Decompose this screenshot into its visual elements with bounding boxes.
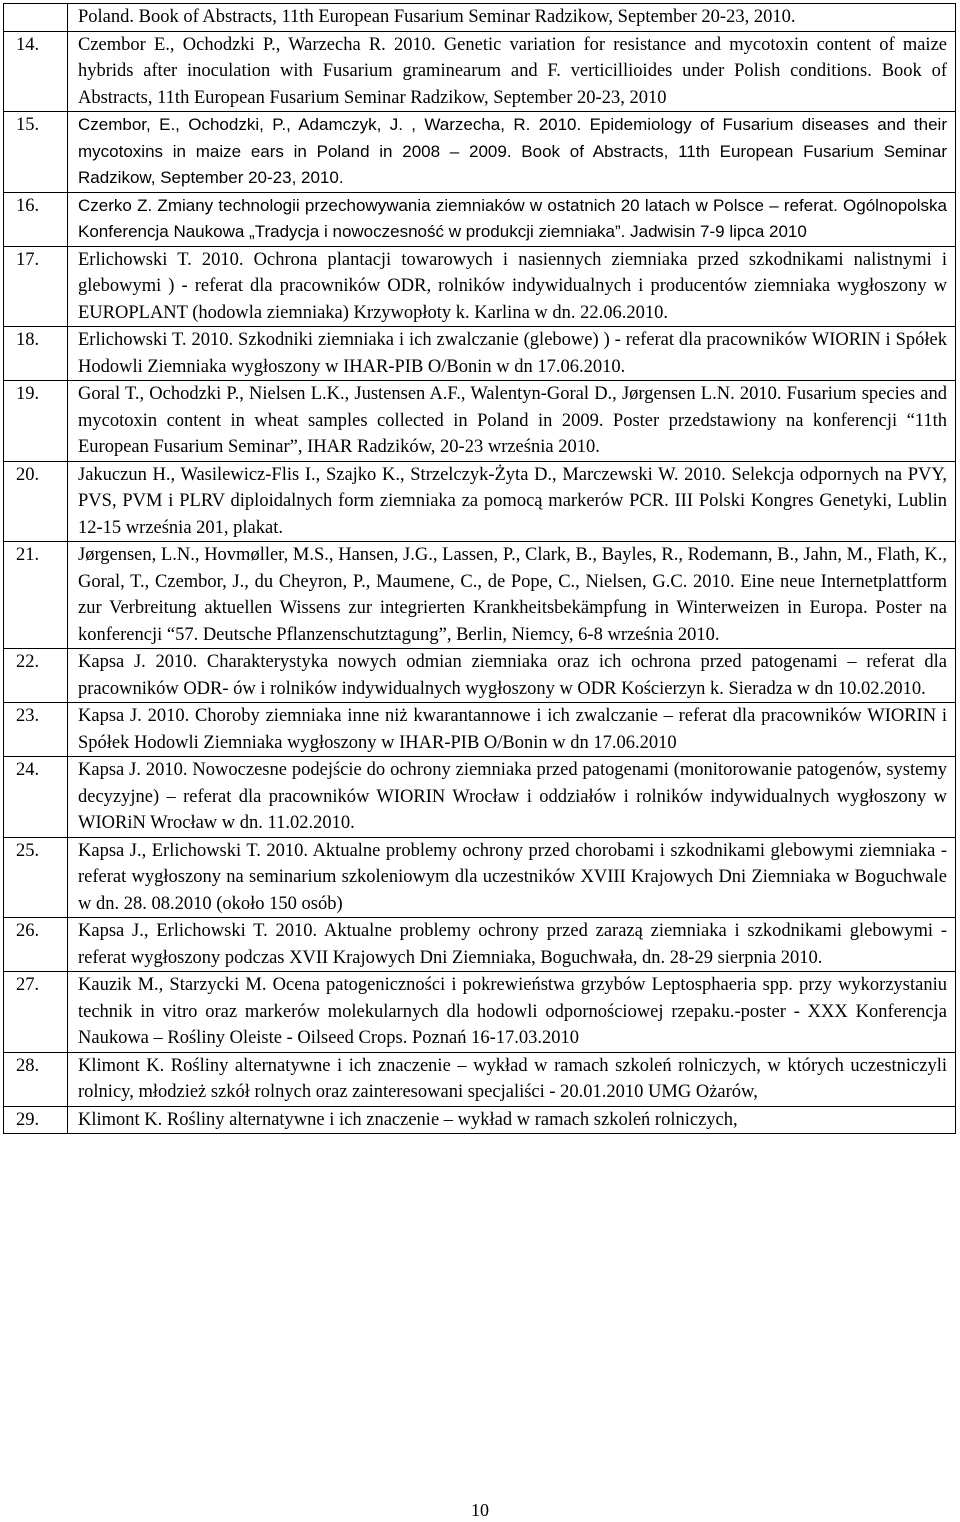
reference-number: 27. [4, 972, 68, 1053]
reference-number: 19. [4, 381, 68, 462]
reference-number: 25. [4, 837, 68, 918]
reference-text: Kapsa J. 2010. Charakterystyka nowych odmian ziemniaka oraz ich ochrona przed patogenami – referat dla pracowników ODR- ów i rolników indywidualnych wygłoszony w ODR Kościerzyn k. Sieradza w dn 10.02.2010. [68, 649, 956, 703]
reference-row [4, 649, 956, 703]
reference-row [4, 192, 956, 246]
reference-row [4, 246, 956, 327]
reference-number: 22. [4, 649, 68, 703]
reference-text: Kapsa J., Erlichowski T. 2010. Aktualne problemy ochrony przed chorobami i szkodnikami glebowymi ziemniaka - referat wygłoszony na seminarium szkoleniowym dla uczestników XVIII Krajowych Dni Ziemniaka w Boguchwale w dn. 28. 08.2010 (około 150 osób) [68, 837, 956, 918]
reference-text: Kapsa J. 2010. Nowoczesne podejście do ochrony ziemniaka przed patogenami (monitorowanie patogenów, systemy decyzyjne) – referat dla pracowników WIORIN Wrocław i oddziałów i rolników indywidualnych wygłoszony w WIORiN Wrocław w dn. 11.02.2010. [68, 757, 956, 838]
reference-number: 24. [4, 757, 68, 838]
reference-number: 20. [4, 461, 68, 542]
reference-row [4, 1052, 956, 1106]
reference-number: 17. [4, 246, 68, 327]
reference-number: 28. [4, 1052, 68, 1106]
reference-text: Kauzik M., Starzycki M. Ocena patogeniczności i pokrewieństwa grzybów Leptosphaeria spp. przy wykorzystaniu technik in vitro oraz markerów molekularnych dla hodowli odpornościowej rzepaku.-poster - XXX Konferencja Naukowa – Rośliny Oleiste - Oilseed Crops. Poznań 16-17.03.2010 [68, 972, 956, 1053]
reference-number: 18. [4, 327, 68, 381]
reference-row [4, 327, 956, 381]
reference-row [4, 381, 956, 462]
reference-row [4, 1106, 956, 1134]
page-number: 10 [471, 1500, 489, 1520]
reference-text: Erlichowski T. 2010. Ochrona plantacji towarowych i nasiennych ziemniaka przed szkodnikami nalistnymi i glebowymi ) - referat dla pracowników ODR, rolników indywidualnych i producentów ziemniaka wygłoszony w EUROPLANT (hodowla ziemniaka) Krzywopłoty k. Karlina w dn. 22.06.2010. [68, 246, 956, 327]
reference-row [4, 4, 956, 32]
reference-row [4, 461, 956, 542]
reference-number: 16. [4, 192, 68, 246]
reference-number: 29. [4, 1106, 68, 1134]
references-table [3, 3, 956, 1134]
reference-number: 21. [4, 542, 68, 649]
reference-number: 23. [4, 703, 68, 757]
reference-text: Czerko Z. Zmiany technologii przechowywania ziemniaków w ostatnich 20 latach w Polsce – referat. Ogólnopolska Konferencja Naukowa „Tradycja i nowoczesność w produkcji ziemniaka”. Jadwisin 7-9 lipca 2010 [68, 192, 956, 246]
references-page [3, 3, 956, 1134]
reference-row [4, 918, 956, 972]
reference-row [4, 31, 956, 112]
reference-number: 14. [4, 31, 68, 112]
reference-row [4, 837, 956, 918]
reference-row [4, 542, 956, 649]
reference-number [4, 4, 68, 32]
reference-text: Goral T., Ochodzki P., Nielsen L.K., Justensen A.F., Walentyn-Goral D., Jørgensen L.N. 2010. Fusarium species and mycotoxin content in wheat samples collected in Poland in 2009. Poster przedstawiony na konferencji “11th European Fusarium Seminar”, IHAR Radzików, 20-23 września 2010. [68, 381, 956, 462]
reference-text: Klimont K. Rośliny alternatywne i ich znaczenie – wykład w ramach szkoleń rolniczych, w których uczestniczyli rolnicy, młodzież szkół rolnych oraz zainteresowani specjaliści - 20.01.2010 UMG Ożarów, [68, 1052, 956, 1106]
reference-text: Kapsa J., Erlichowski T. 2010. Aktualne problemy ochrony przed zarazą ziemniaka i szkodnikami glebowymi - referat wygłoszony podczas XVII Krajowych Dni Ziemniaka, Boguchwała, dn. 28-29 sierpnia 2010. [68, 918, 956, 972]
reference-text: Kapsa J. 2010. Choroby ziemniaka inne niż kwarantannowe i ich zwalczanie – referat dla pracowników WIORIN i Spółek Hodowli Ziemniaka wygłoszony w IHAR-PIB O/Bonin w dn 17.06.2010 [68, 703, 956, 757]
reference-row [4, 757, 956, 838]
reference-text: Poland. Book of Abstracts, 11th European Fusarium Seminar Radzikow, September 20-23, 2010. [68, 4, 956, 32]
reference-row [4, 703, 956, 757]
reference-row [4, 972, 956, 1053]
reference-text: Jakuczun H., Wasilewicz-Flis I., Szajko K., Strzelczyk-Żyta D., Marczewski W. 2010. Selekcja odpornych na PVY, PVS, PVM i PLRV diploidalnych form ziemniaka za pomocą markerów PCR. III Polski Kongres Genetyki, Lublin 12-15 września 201, plakat. [68, 461, 956, 542]
reference-number: 26. [4, 918, 68, 972]
reference-text: Czembor E., Ochodzki P., Warzecha R. 2010. Genetic variation for resistance and mycotoxin content of maize hybrids after inoculation with Fusarium graminearum and F. verticillioides under Polish conditions. Book of Abstracts, 11th European Fusarium Seminar Radzikow, September 20-23, 2010 [68, 31, 956, 112]
reference-row [4, 112, 956, 193]
reference-text: Czembor, E., Ochodzki, P., Adamczyk, J. , Warzecha, R. 2010. Epidemiology of Fusarium diseases and their mycotoxins in maize ears in Poland in 2008 – 2009. Book of Abstracts, 11th European Fusarium Seminar Radzikow, September 20-23, 2010. [68, 112, 956, 193]
reference-number: 15. [4, 112, 68, 193]
reference-text: Klimont K. Rośliny alternatywne i ich znaczenie – wykład w ramach szkoleń rolniczych, [68, 1106, 956, 1134]
reference-text: Erlichowski T. 2010. Szkodniki ziemniaka i ich zwalczanie (glebowe) ) - referat dla pracowników WIORIN i Spółek Hodowli Ziemniaka wygłoszony w IHAR-PIB O/Bonin w dn 17.06.2010. [68, 327, 956, 381]
reference-text: Jørgensen, L.N., Hovmøller, M.S., Hansen, J.G., Lassen, P., Clark, B., Bayles, R., Rodemann, B., Jahn, M., Flath, K., Goral, T., Czembor, J., du Cheyron, P., Maumene, C., de Pope, C., Nielsen, G.C. 2010. Eine neue Internetplattform zur Verbreitung aktuellen Wissens zur integrierten Krankheitsbekämpfung in Winterweizen in Europa. Poster na konferencji “57. Deutsche Pflanzenschutztagung”, Berlin, Niemcy, 6-8 września 2010. [68, 542, 956, 649]
